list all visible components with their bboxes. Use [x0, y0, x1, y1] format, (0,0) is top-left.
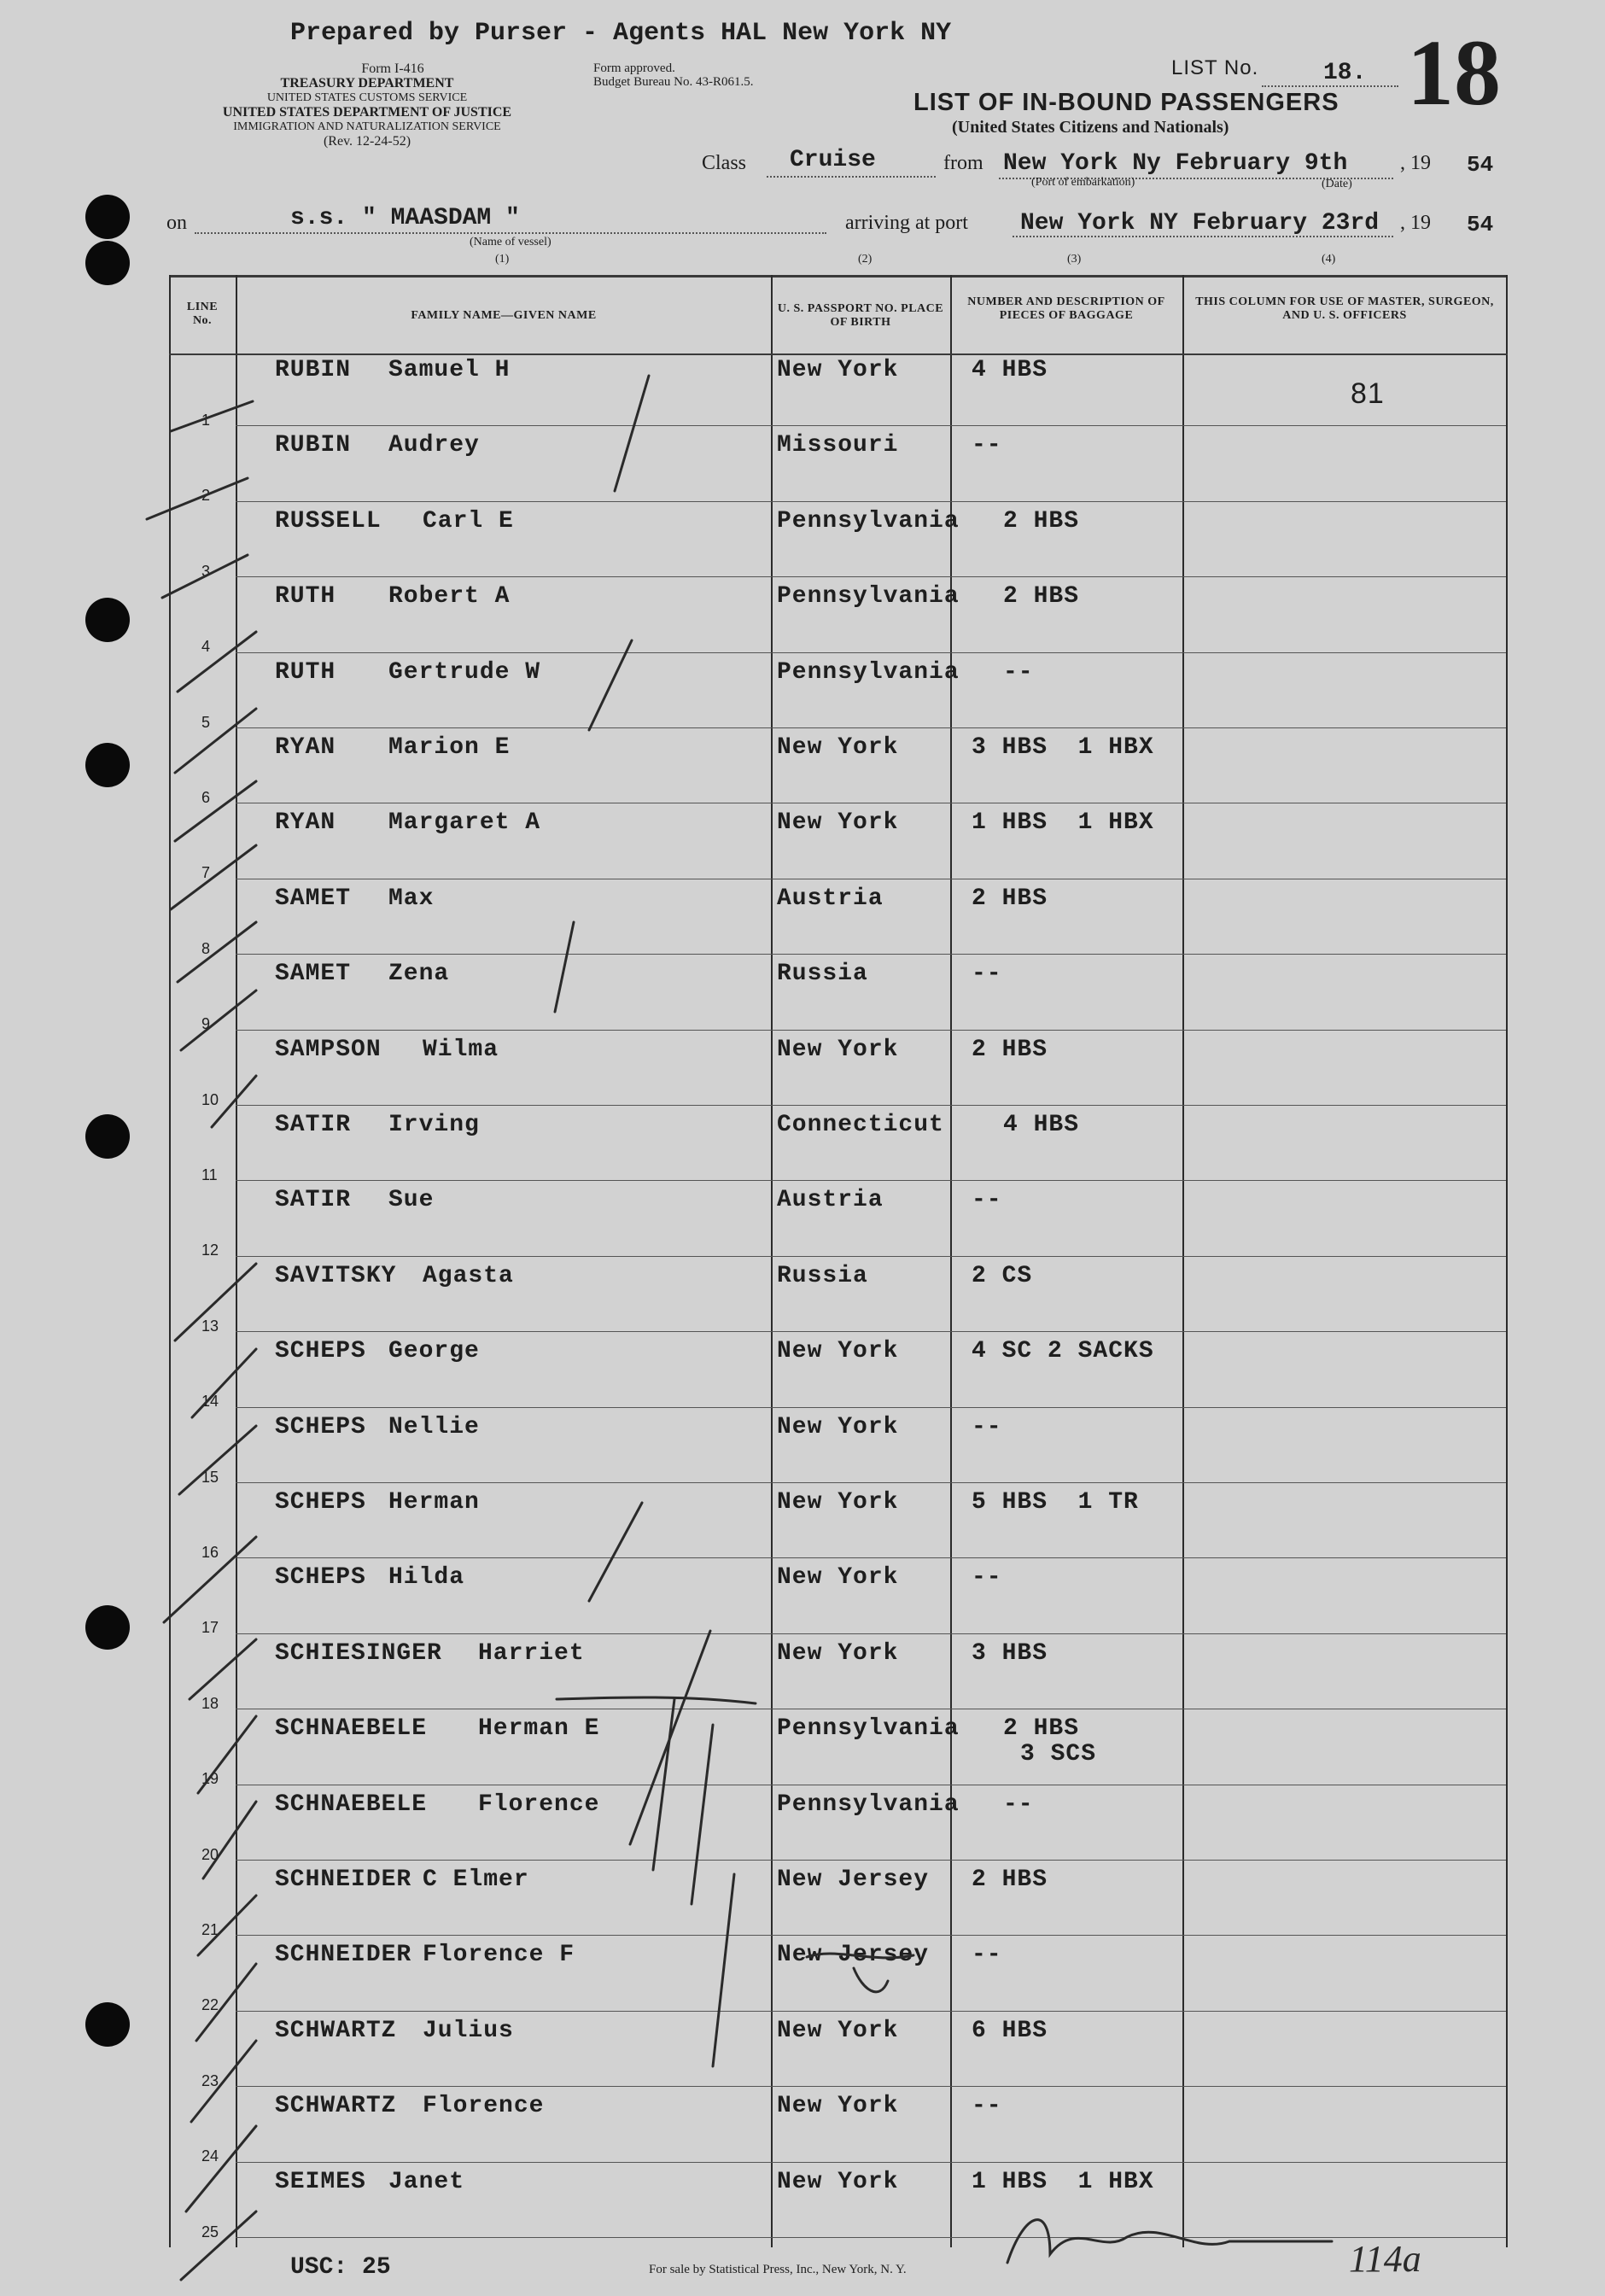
row-baggage: 4 HBS [972, 357, 1048, 383]
row-line-number: 16 [201, 1544, 219, 1561]
budget-bureau-label: Budget Bureau No. 43-R061.5. [593, 75, 754, 89]
check-mark-16 [198, 1716, 256, 1793]
row-baggage: 1 HBS 1 HBX [972, 2169, 1154, 2195]
row-line-number: 1 [201, 412, 211, 429]
tally-stroke-7 [692, 1725, 713, 1904]
row-given-name: Margaret A [388, 809, 541, 836]
row-family-name: SCHEPS [275, 1338, 366, 1364]
row-given-name: Sue [388, 1187, 435, 1213]
form-number: Form I-416 [361, 61, 424, 76]
row-place-of-birth: Pennsylvania [777, 583, 960, 610]
list-no-value: 18. [1323, 60, 1367, 86]
row-family-name: RUBIN [275, 432, 352, 459]
row-baggage: 1 HBS 1 HBX [972, 809, 1154, 836]
row-line-number: 24 [201, 2147, 219, 2165]
row-family-name: SAVITSKY [275, 1263, 397, 1289]
signature-scrawl [1007, 2220, 1332, 2263]
row-line-number: 25 [201, 2223, 219, 2240]
column-number-4: (4) [1322, 253, 1336, 266]
row-baggage-extra: 3 SCS [1020, 1741, 1097, 1767]
row-place-of-birth: Russia [777, 961, 868, 987]
date-caption: (Date) [1322, 178, 1352, 190]
row-place-of-birth: New York [777, 809, 899, 836]
row-family-name: SAMET [275, 961, 352, 987]
row-place-of-birth: Missouri [777, 432, 899, 459]
row-baggage: 2 HBS [972, 1867, 1048, 1893]
column-number-3: (3) [1067, 253, 1082, 266]
row-line-number: 4 [201, 638, 211, 655]
row-baggage: -- [972, 432, 1002, 459]
check-mark-5 [175, 709, 256, 773]
row-place-of-birth: New York [777, 734, 899, 761]
row-baggage: 2 HBS [1003, 583, 1080, 610]
signature-note: 114a [1349, 2238, 1421, 2280]
column-header-line-no: LINE No. [186, 301, 219, 327]
row-baggage: -- [972, 1187, 1002, 1213]
big-list-number: 18 [1407, 20, 1501, 125]
column-header-officers: THIS COLUMN FOR USE OF MASTER, SURGEON, AND U. S. OFFICERS [1195, 295, 1494, 322]
vessel-caption: (Name of vessel) [470, 236, 552, 248]
row-baggage: 6 HBS [972, 2018, 1048, 2044]
row-baggage: 3 HBS 1 HBX [972, 734, 1154, 761]
row-place-of-birth: New York [777, 357, 899, 383]
row-line-number: 10 [201, 1091, 219, 1108]
row-family-name: SCHEPS [275, 1489, 366, 1516]
row-place-of-birth: New York [777, 2018, 899, 2044]
check-mark-11 [175, 1264, 256, 1341]
row-family-name: RYAN [275, 734, 336, 761]
row-given-name: Janet [388, 2169, 465, 2195]
row-given-name: C Elmer [423, 1867, 529, 1893]
arriving-value: New York NY February 23rd [1020, 210, 1380, 237]
row-baggage: 2 HBS [1003, 1715, 1080, 1742]
row-given-name: George [388, 1338, 480, 1364]
check-mark-19 [196, 1964, 256, 2041]
row-baggage: -- [972, 961, 1002, 987]
row-officer-note: 81 [1351, 377, 1385, 410]
check-mark-17 [203, 1802, 256, 1878]
class-value: Cruise [790, 147, 876, 173]
row-family-name: SCHNEIDER [275, 1867, 412, 1893]
row-baggage: 2 HBS [972, 1037, 1048, 1063]
tally-stroke-2 [589, 640, 632, 730]
row-place-of-birth: New York [777, 1338, 899, 1364]
row-line-number: 22 [201, 1996, 219, 2013]
row-place-of-birth: New York [777, 1489, 899, 1516]
tally-stroke-6 [653, 1699, 674, 1870]
column-number-1: (1) [495, 253, 510, 266]
row-place-of-birth: Connecticut [777, 1112, 944, 1138]
row-given-name: Carl E [423, 508, 514, 535]
row-family-name: RUBIN [275, 357, 352, 383]
row-family-name: RUSSELL [275, 508, 382, 535]
justice-department: UNITED STATES DEPARTMENT OF JUSTICE [222, 105, 512, 120]
row-line-number: 8 [201, 940, 211, 957]
tally-stroke-3 [555, 922, 574, 1012]
row-baggage: 2 HBS [972, 885, 1048, 912]
row-given-name: Agasta [423, 1263, 514, 1289]
tally-stroke-1 [615, 376, 649, 491]
check-mark-22 [181, 2211, 256, 2280]
row-place-of-birth: Austria [777, 1187, 884, 1213]
check-mark-12 [192, 1349, 256, 1417]
year-suffix-2: 54 [1467, 212, 1494, 237]
customs-service: UNITED STATES CUSTOMS SERVICE [266, 91, 468, 104]
row-baggage: 2 HBS [1003, 508, 1080, 535]
row-given-name: Florence [423, 2093, 545, 2119]
row-baggage: 5 HBS 1 TR [972, 1489, 1139, 1516]
row-given-name: Robert A [388, 583, 511, 610]
row-line-number: 11 [201, 1166, 218, 1183]
row-line-number: 9 [201, 1015, 211, 1032]
row-place-of-birth: New York [777, 1640, 899, 1667]
row-family-name: SATIR [275, 1187, 352, 1213]
vessel-name: s.s. " MAASDAM " [290, 205, 520, 231]
row-baggage: -- [972, 1414, 1002, 1440]
tally-stroke-4 [589, 1503, 642, 1601]
row-place-of-birth: New Jersey [777, 1942, 930, 1968]
row-place-of-birth: Russia [777, 1263, 868, 1289]
prepared-by-stamp: Prepared by Purser - Agents HAL New York NY [290, 19, 952, 48]
check-mark-18 [198, 1896, 256, 1955]
column-header-name: FAMILY NAME—GIVEN NAME [411, 309, 597, 322]
check-mark-4 [178, 632, 256, 692]
row-baggage: 3 HBS [972, 1640, 1048, 1667]
row-given-name: Max [388, 885, 435, 912]
check-mark-13 [179, 1426, 256, 1494]
immigration-service: IMMIGRATION AND NATURALIZATION SERVICE [233, 120, 501, 133]
row-line-number: 15 [201, 1469, 219, 1486]
port-embarkation-caption: (Port of embarkation) [1031, 176, 1135, 189]
usc-count: USC: 25 [290, 2254, 391, 2281]
row-family-name: SAMET [275, 885, 352, 912]
row-place-of-birth: Pennsylvania [777, 1791, 960, 1818]
row-given-name: Samuel H [388, 357, 511, 383]
row-place-of-birth: New York [777, 2093, 899, 2119]
row-family-name: SCHWARTZ [275, 2018, 397, 2044]
row-line-number: 14 [201, 1393, 219, 1410]
row-place-of-birth: New York [777, 1564, 899, 1591]
row-place-of-birth: New York [777, 2169, 899, 2195]
row-baggage: 4 HBS [1003, 1112, 1080, 1138]
row-baggage: -- [972, 1564, 1002, 1591]
row-family-name: RUTH [275, 583, 336, 610]
row-given-name: Zena [388, 961, 450, 987]
row-given-name: Florence F [423, 1942, 575, 1968]
row-baggage: -- [1003, 1791, 1034, 1818]
form-approved-label: Form approved. [593, 61, 675, 75]
column-number-2: (2) [858, 253, 873, 266]
class-label: Class [702, 152, 747, 174]
row-line-number: 20 [201, 1846, 219, 1863]
on-label: on [166, 212, 187, 234]
check-mark-2 [147, 478, 248, 519]
row-given-name: Herman E [478, 1715, 600, 1742]
row-baggage: -- [972, 2093, 1002, 2119]
row-family-name: SAMPSON [275, 1037, 382, 1063]
arriving-label: arriving at port [845, 212, 968, 234]
row-line-number: 7 [201, 864, 211, 881]
check-mark-9 [181, 990, 256, 1050]
row-baggage: 4 SC 2 SACKS [972, 1338, 1154, 1364]
tally-stroke-8 [713, 1874, 734, 2066]
row-given-name: Julius [423, 2018, 514, 2044]
row-baggage: -- [972, 1942, 1002, 1968]
check-mark-14 [164, 1537, 256, 1622]
row-line-number: 19 [201, 1770, 219, 1787]
row-line-number: 17 [201, 1619, 219, 1636]
row-given-name: Marion E [388, 734, 511, 761]
row-line-number: 23 [201, 2072, 219, 2089]
row-baggage: 2 CS [972, 1263, 1033, 1289]
row-place-of-birth: New Jersey [777, 1867, 930, 1893]
row-given-name: Nellie [388, 1414, 480, 1440]
row-family-name: SATIR [275, 1112, 352, 1138]
check-mark-15 [190, 1639, 256, 1699]
row-line-number: 21 [201, 1921, 219, 1938]
check-mark-1 [171, 401, 253, 431]
list-subtitle: (United States Citizens and Nationals) [952, 118, 1229, 137]
row-line-number: 6 [201, 789, 211, 806]
check-mark-10 [212, 1076, 256, 1127]
row-place-of-birth: Austria [777, 885, 884, 912]
check-mark-20 [191, 2041, 256, 2122]
from-value: New York Ny February 9th [1003, 150, 1348, 177]
row-line-number: 5 [201, 714, 211, 731]
row-baggage: -- [1003, 659, 1034, 686]
row-given-name: Harriet [478, 1640, 585, 1667]
row-family-name: SCHEPS [275, 1414, 366, 1440]
row-given-name: Audrey [388, 432, 480, 459]
row-line-number: 3 [201, 563, 211, 580]
check-mark-6 [175, 781, 256, 841]
treasury-department: TREASURY DEPARTMENT [280, 76, 454, 91]
row-given-name: Hilda [388, 1564, 465, 1591]
row-family-name: SCHIESINGER [275, 1640, 442, 1667]
row-family-name: SEIMES [275, 2169, 366, 2195]
from-label: from [943, 152, 983, 174]
row-given-name: Wilma [423, 1037, 499, 1063]
row-family-name: SCHWARTZ [275, 2093, 397, 2119]
row-family-name: SCHNAEBELE [275, 1791, 428, 1818]
check-mark-21 [186, 2126, 256, 2211]
check-mark-8 [178, 922, 256, 982]
row-given-name: Florence [478, 1791, 600, 1818]
row-given-name: Herman [388, 1489, 480, 1516]
row-place-of-birth: Pennsylvania [777, 1715, 960, 1742]
year-suffix-1: 54 [1467, 152, 1494, 178]
column-header-baggage: NUMBER AND DESCRIPTION OF PIECES OF BAGGAGE [967, 295, 1165, 322]
cross-stroke [557, 1697, 756, 1703]
row-family-name: RYAN [275, 809, 336, 836]
check-mark-3 [162, 555, 248, 598]
year-prefix-2: , 19 [1400, 212, 1431, 234]
row-family-name: SCHNEIDER [275, 1942, 412, 1968]
list-title: LIST OF IN-BOUND PASSENGERS [913, 89, 1339, 116]
row-family-name: SCHNAEBELE [275, 1715, 428, 1742]
row-given-name: Gertrude W [388, 659, 541, 686]
column-header-passport: U. S. PASSPORT NO. PLACE OF BIRTH [777, 302, 944, 329]
row-line-number: 2 [201, 487, 211, 504]
row-family-name: RUTH [275, 659, 336, 686]
birth-scribble [807, 1954, 913, 1992]
row-family-name: SCHEPS [275, 1564, 366, 1591]
row-place-of-birth: New York [777, 1037, 899, 1063]
row-place-of-birth: Pennsylvania [777, 508, 960, 535]
row-line-number: 18 [201, 1695, 219, 1712]
check-mark-7 [171, 845, 256, 909]
year-prefix-1: , 19 [1400, 152, 1431, 174]
row-place-of-birth: Pennsylvania [777, 659, 960, 686]
row-line-number: 12 [201, 1241, 219, 1259]
list-no-label: LIST No. [1171, 56, 1259, 79]
form-revision: (Rev. 12-24-52) [323, 134, 411, 149]
row-line-number: 13 [201, 1317, 219, 1335]
printer-note: For sale by Statistical Press, Inc., New York, N. Y. [649, 2263, 907, 2276]
row-place-of-birth: New York [777, 1414, 899, 1440]
row-given-name: Irving [388, 1112, 480, 1138]
